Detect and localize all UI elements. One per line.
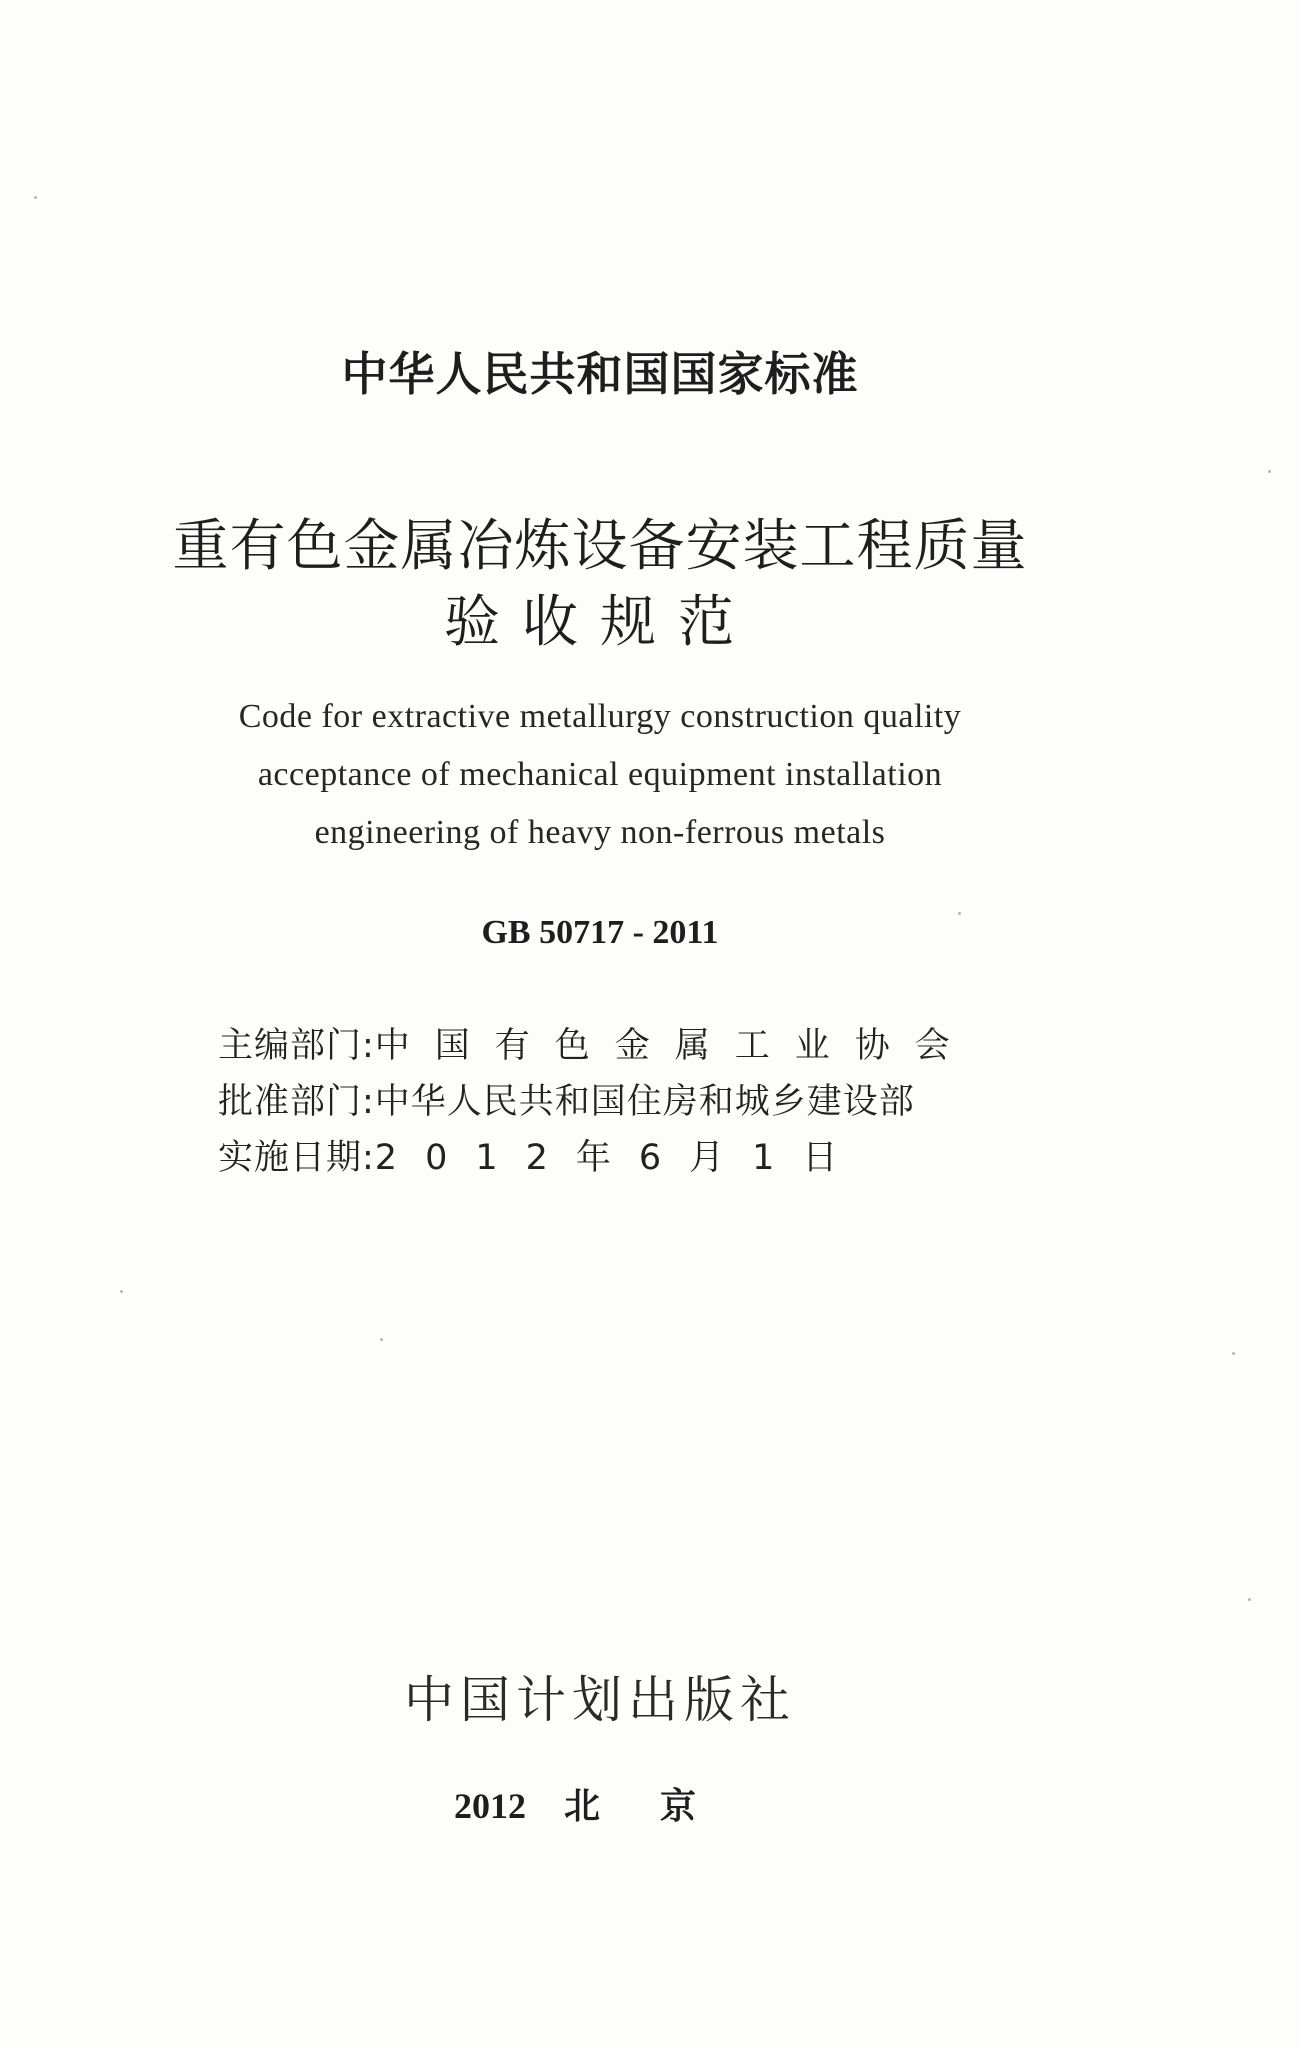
scan-speck	[34, 196, 37, 199]
imprint-line	[454, 1778, 756, 1829]
approver-row	[218, 1074, 915, 1124]
effective-date-row	[218, 1130, 865, 1180]
english-title-line-2: acceptance of mechanical equipment installation	[257, 756, 943, 793]
standard-number: GB 50717 - 2011	[481, 914, 719, 951]
imprint-city: 北京	[564, 1786, 757, 1827]
scan-speck	[120, 1290, 123, 1293]
effective-date-label: 实施日期:	[218, 1138, 375, 1178]
chinese-title-line-2: 验收规范	[444, 590, 756, 655]
approver-label: 批准部门:	[218, 1082, 375, 1122]
publisher-name: 中国计划出版社	[404, 1671, 796, 1729]
approver-value: 中华人民共和国住房和城乡建设部	[374, 1082, 915, 1122]
editor-label: 主编部门:	[218, 1026, 375, 1066]
chinese-title-line-1: 重有色金属冶炼设备安装工程质量	[172, 514, 1028, 579]
imprint-year: 2012	[454, 1786, 526, 1826]
effective-date-value: 2012年6月1日	[374, 1138, 866, 1178]
scan-speck	[380, 1338, 383, 1341]
english-title-line-1: Code for extractive metallurgy construction quality	[238, 698, 962, 735]
editor-value: 中国有色金属工业协会	[374, 1026, 975, 1066]
scan-speck	[1248, 1598, 1251, 1601]
scan-speck	[1232, 1352, 1235, 1355]
editor-row	[218, 1018, 975, 1068]
scan-speck	[1268, 470, 1271, 473]
standard-series-heading: 中华人民共和国国家标准	[341, 347, 859, 401]
english-title-line-3: engineering of heavy non-ferrous metals	[314, 814, 886, 851]
